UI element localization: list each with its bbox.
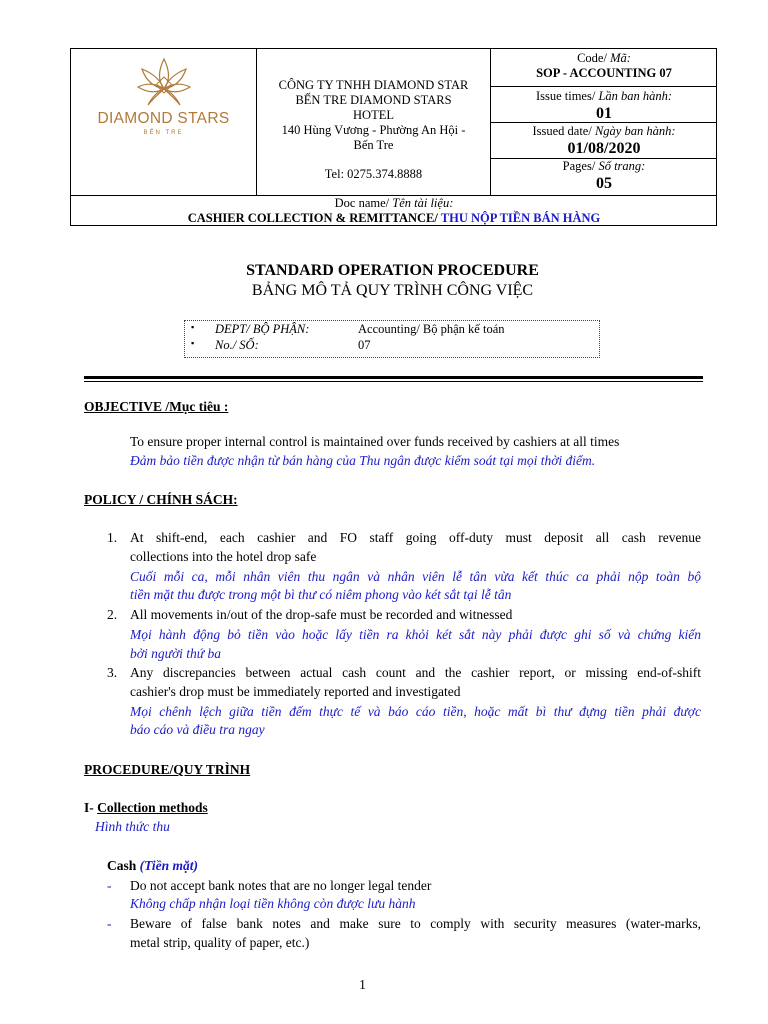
no-label: No./ SỐ: <box>215 338 259 352</box>
cash-label-vi: (Tiền mặt) <box>139 858 199 873</box>
policy-vi: Mọi hành động bỏ tiền vào hoặc lấy tiền ra khỏi két sắt này phải được ghi số và chứng kiến <box>130 627 701 642</box>
logo-name: DIAMOND STARS <box>97 110 230 127</box>
docname-label-vi: Tên tài liệu: <box>392 196 454 210</box>
policy-num: 1. <box>107 530 118 545</box>
section-heading <box>84 798 208 817</box>
double-rule <box>84 376 703 379</box>
bullet-vi: Không chấp nhận loại tiền không còn được lưu hành <box>130 896 416 911</box>
dept-box <box>184 320 600 358</box>
cash-heading <box>107 856 198 875</box>
company-line: 140 Hùng Vương - Phường An Hội - <box>281 123 466 137</box>
policy-en: Any discrepancies between actual cash count and the cashier report, or missing end-of-shift <box>130 665 701 680</box>
policy-vi: tiền mặt thu được trong một bì thư có niêm phong vào két sắt tại lễ tân <box>130 587 512 602</box>
section-vi: Hình thức thu <box>95 819 170 834</box>
docname-vi: THU NỘP TIỀN BÁN HÀNG <box>440 211 601 225</box>
issue-label-vi: Lần ban hành: <box>598 89 673 103</box>
date-value: 01/08/2020 <box>567 140 641 157</box>
objective-en: To ensure proper internal control is maintained over funds received by cashiers at all times <box>130 434 620 449</box>
pages-label: Pages/ <box>562 159 596 173</box>
company-tel: Tel: 0275.374.8888 <box>324 167 423 181</box>
company-logo <box>71 55 256 191</box>
policy-vi: Mọi chênh lệch giữa tiền đếm thực tế và báo cáo tiền, hoặc mất bì thư đựng tiền phải được <box>130 704 701 719</box>
section-prefix: I- <box>84 800 94 815</box>
procedure-heading: PROCEDURE/QUY TRÌNH <box>84 762 251 777</box>
policy-en: All movements in/out of the drop-safe must be recorded and witnessed <box>130 607 513 622</box>
code-label: Code/ <box>577 51 607 65</box>
issue-cell <box>491 89 717 123</box>
dash-bullet: - <box>107 878 112 893</box>
divider <box>490 86 717 87</box>
policy-heading: POLICY / CHÍNH SÁCH: <box>84 492 238 507</box>
policy-num: 3. <box>107 665 118 680</box>
pages-label-vi: Số trang: <box>598 159 646 173</box>
bullet-en: Beware of false bank notes and make sure to comply with security measures (water-marks, <box>130 916 701 931</box>
section-title: Collection methods <box>97 800 208 815</box>
issue-value: 01 <box>596 105 612 122</box>
page-number: 1 <box>359 977 366 992</box>
policy-en: cashier's drop must be immediately reported and investigated <box>130 684 461 699</box>
code-value: SOP - ACCOUNTING 07 <box>536 66 672 80</box>
pages-cell <box>491 159 717 193</box>
dept-value: Accounting/ Bộ phận kế toán <box>358 322 505 336</box>
docname-label: Doc name/ <box>334 196 390 210</box>
policy-vi: Cuối mỗi ca, mỗi nhân viên thu ngân và nhân viên lễ tân vừa kết thúc ca phải nộp toàn bộ <box>130 569 701 584</box>
date-label: Issued date/ <box>532 124 592 138</box>
double-rule <box>84 381 703 382</box>
date-cell <box>491 124 717 158</box>
policy-num: 2. <box>107 607 118 622</box>
docname-en: CASHIER COLLECTION & REMITTANCE/ <box>187 211 438 225</box>
bullet-en: metal strip, quality of paper, etc.) <box>130 935 310 950</box>
policy-vi: báo cáo và điều tra ngay <box>130 722 265 737</box>
bullet-en: Do not accept bank notes that are no longer legal tender <box>130 878 432 893</box>
cash-label: Cash <box>107 858 137 873</box>
bullet-icon: ▪ <box>191 322 195 332</box>
star-flower-icon <box>134 55 194 111</box>
dept-label: DEPT/ BỘ PHẬN: <box>215 322 310 336</box>
objective-heading: OBJECTIVE /Mục tiêu : <box>84 399 229 414</box>
policy-vi: bởi người thứ ba <box>130 646 222 661</box>
dash-bullet: - <box>107 916 112 931</box>
issue-label: Issue times/ <box>535 89 596 103</box>
title-en: STANDARD OPERATION PROCEDURE <box>246 262 539 279</box>
company-line: CÔNG TY TNHH DIAMOND STAR <box>278 78 469 92</box>
company-line: BẾN TRE DIAMOND STARS <box>295 93 452 107</box>
code-cell <box>491 51 717 81</box>
title-vi: BẢNG MÔ TẢ QUY TRÌNH CÔNG VIỆC <box>251 282 534 299</box>
company-line: Bến Tre <box>353 138 394 152</box>
company-line: HOTEL <box>353 108 394 122</box>
pages-value: 05 <box>596 175 612 192</box>
docname-cell <box>71 196 717 226</box>
header-table <box>70 48 717 226</box>
policy-en: At shift-end, each cashier and FO staff going off-duty must deposit all cash revenue <box>130 530 701 545</box>
objective-vi: Đảm bảo tiền được nhận từ bán hàng của Thu ngân được kiểm soát tại mọi thời điểm. <box>130 453 596 468</box>
date-label-vi: Ngày ban hành: <box>594 124 676 138</box>
logo-sub: BẾN TRE <box>143 130 184 136</box>
policy-en: collections into the hotel drop safe <box>130 549 317 564</box>
code-label-vi: Mã: <box>610 51 631 65</box>
no-value: 07 <box>358 338 371 352</box>
company-info <box>257 78 490 182</box>
bullet-icon: ▪ <box>191 338 195 348</box>
